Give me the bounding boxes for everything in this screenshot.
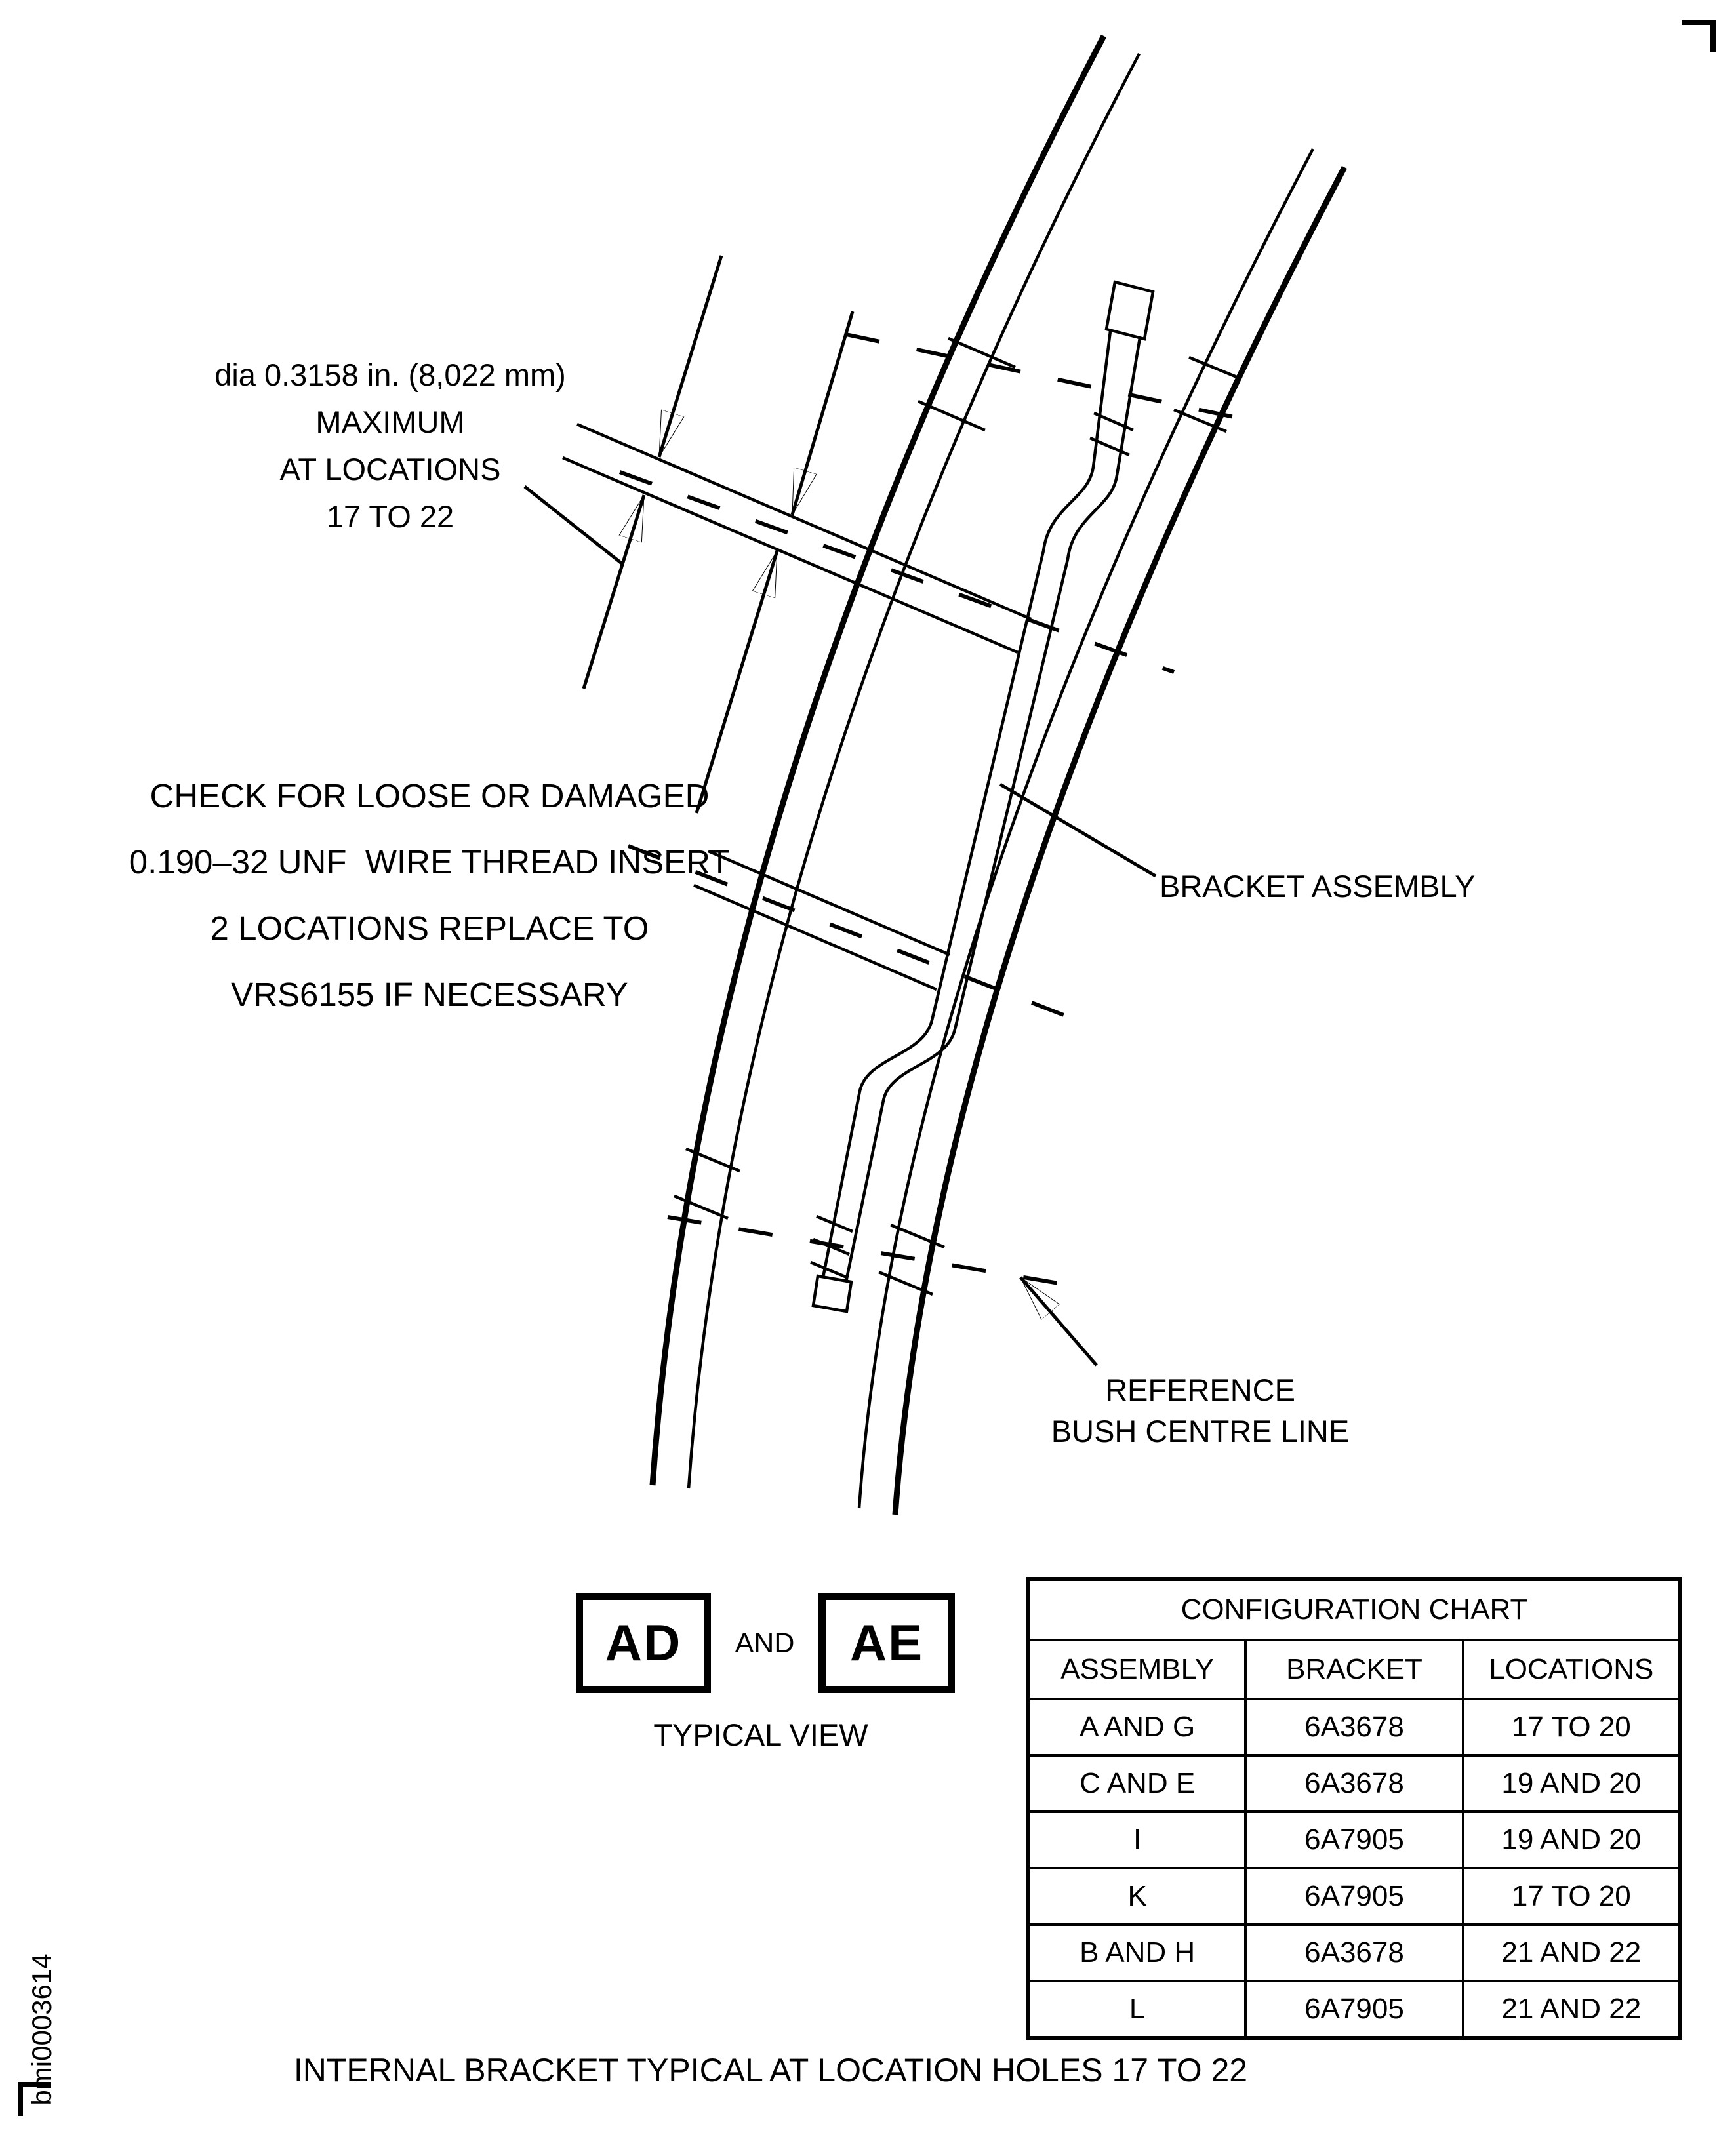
configuration-chart-table: [1026, 1577, 1682, 2040]
figure-id: bmi0003614: [26, 1953, 57, 2106]
table-row: [1028, 1981, 1680, 2038]
reference-bush-label-line2: BUSH CENTRE LINE: [1051, 1414, 1350, 1448]
reference-bush-label: [1003, 1369, 1397, 1452]
cell-assembly: I: [1028, 1812, 1245, 1868]
cell-assembly: C AND E: [1028, 1755, 1245, 1812]
cell-bracket: 6A3678: [1245, 1925, 1463, 1981]
column-header-bracket: BRACKET: [1245, 1640, 1463, 1699]
diameter-note: [161, 351, 620, 540]
cell-bracket: 6A3678: [1245, 1755, 1463, 1812]
insert-check-note: [118, 763, 741, 1028]
diameter-note-line4: 17 TO 22: [326, 499, 454, 534]
cell-bracket: 6A7905: [1245, 1981, 1463, 2038]
insert-check-note-line3: 2 LOCATIONS REPLACE TO: [210, 909, 649, 947]
insert-check-note-line1: CHECK FOR LOOSE OR DAMAGED: [150, 777, 710, 814]
typical-view-caption: TYPICAL VIEW: [653, 1717, 868, 1752]
reference-bush-leader-line: [1020, 1277, 1097, 1365]
upper-bush-channel: [563, 424, 1031, 652]
bush-location-ticks: [674, 338, 1241, 1294]
cell-locations: 21 AND 22: [1463, 1981, 1680, 2038]
insert-check-note-line4: VRS6155 IF NECESSARY: [231, 976, 628, 1013]
cell-bracket: 6A3678: [1245, 1699, 1463, 1755]
cell-locations: 19 AND 20: [1463, 1755, 1680, 1812]
bracket-assembly-label: BRACKET ASSEMBLY: [1160, 869, 1476, 904]
cell-assembly: B AND H: [1028, 1925, 1245, 1981]
bracket-assembly-leader-line: [1000, 784, 1156, 876]
table-header-row: [1028, 1640, 1680, 1699]
view-flag-conjunction: AND: [735, 1628, 795, 1659]
figure-caption: INTERNAL BRACKET TYPICAL AT LOCATION HOLES 17 TO 22: [293, 2052, 1248, 2088]
cell-assembly: K: [1028, 1868, 1245, 1925]
diameter-note-line2: MAXIMUM: [315, 405, 465, 439]
reference-bush-label-line1: REFERENCE: [1105, 1372, 1295, 1407]
table-row: [1028, 1925, 1680, 1981]
table-title-row: [1028, 1579, 1680, 1640]
insert-check-note-line2: 0.190–32 UNF WIRE THREAD INSERT: [129, 843, 731, 881]
diameter-note-line3: AT LOCATIONS: [279, 452, 501, 487]
cell-locations: 19 AND 20: [1463, 1812, 1680, 1868]
cell-assembly: L: [1028, 1981, 1245, 2038]
cell-assembly: A AND G: [1028, 1699, 1245, 1755]
table-row: [1028, 1699, 1680, 1755]
table-title: CONFIGURATION CHART: [1028, 1579, 1680, 1640]
bracket-assembly-outline: [811, 282, 1153, 1311]
cell-locations: 17 TO 20: [1463, 1868, 1680, 1925]
column-header-assembly: ASSEMBLY: [1028, 1640, 1245, 1699]
view-flag-ad: AD: [576, 1593, 711, 1693]
cell-locations: 21 AND 22: [1463, 1925, 1680, 1981]
diameter-dimension-arrows: [584, 256, 853, 813]
cell-bracket: 6A7905: [1245, 1868, 1463, 1925]
table-row: [1028, 1812, 1680, 1868]
view-flag-ae: AE: [818, 1593, 955, 1693]
cell-locations: 17 TO 20: [1463, 1699, 1680, 1755]
table-row: [1028, 1755, 1680, 1812]
top-right-corner-mark: [1682, 22, 1713, 52]
diameter-note-line1: dia 0.3158 in. (8,022 mm): [214, 357, 566, 392]
table-row: [1028, 1868, 1680, 1925]
column-header-locations: LOCATIONS: [1463, 1640, 1680, 1699]
cell-bracket: 6A7905: [1245, 1812, 1463, 1868]
